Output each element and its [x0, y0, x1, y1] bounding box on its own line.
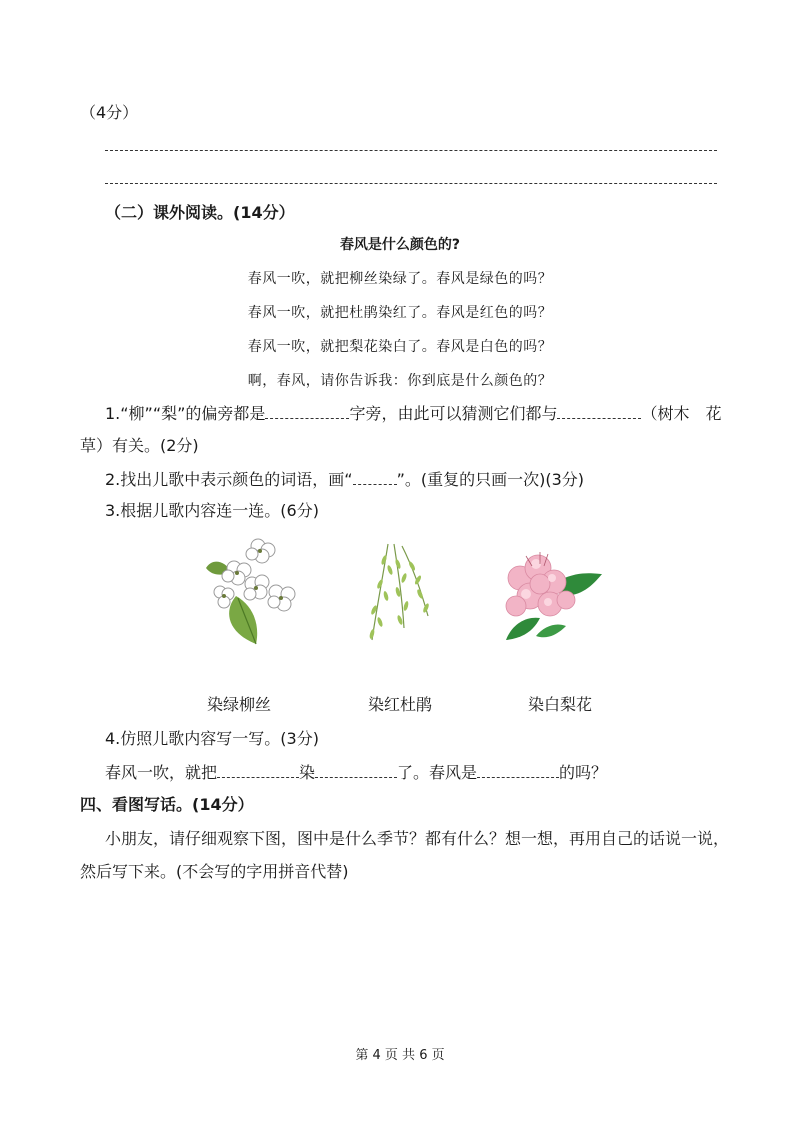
- q4-text-b: 染: [299, 763, 316, 782]
- section-heading-reading: （二）课外阅读。(14分）: [105, 203, 295, 222]
- q4-blank-object[interactable]: [217, 763, 299, 778]
- poem-line-1: 春风一吹，就把柳丝染绿了。春风是绿色的吗？: [247, 271, 553, 287]
- q4-blank-answer[interactable]: [477, 763, 559, 778]
- question-4-sentence: [105, 762, 607, 784]
- poem-line-2: 春风一吹，就把杜鹃染红了。春风是红色的吗？: [247, 305, 553, 321]
- writing-prompt-line-1: 小朋友，请仔细观察下图，图中是什么季节？都有什么？想一想，再用自己的话说一说，: [105, 829, 730, 848]
- question-4: 4.仿照儿歌内容写一写。(3分): [105, 729, 319, 748]
- answer-line-1[interactable]: [105, 150, 717, 151]
- q2-underline-sample: [353, 470, 397, 485]
- poem-line-3: 春风一吹，就把梨花染白了。春风是白色的吗？: [247, 339, 553, 355]
- question-1-cont: 草）有关。(2分): [80, 436, 199, 455]
- q1-text-a: 1.“柳”“梨”的偏旁都是: [105, 404, 266, 423]
- q1-blank-category[interactable]: [557, 404, 641, 419]
- q4-text-d: 的吗？: [559, 763, 608, 782]
- azalea-leaf-2: [506, 618, 540, 640]
- score-label: （4分）: [80, 103, 139, 122]
- q1-blank-radical[interactable]: [265, 404, 349, 419]
- willow-leaves: [369, 555, 430, 640]
- q4-blank-color[interactable]: [315, 763, 397, 778]
- pear-flowers: [214, 539, 295, 611]
- azalea-leaf-3: [536, 624, 566, 637]
- question-3: 3.根据儿歌内容连一连。(6分): [105, 501, 319, 520]
- q4-text-c: 了。春风是: [397, 763, 478, 782]
- pear-blossom-image[interactable]: [198, 534, 302, 646]
- willow-image[interactable]: [358, 540, 440, 644]
- section-heading-writing: 四、看图写话。(14分）: [80, 795, 254, 814]
- azalea-image[interactable]: [496, 544, 604, 644]
- q4-text-a: 春风一吹，就把: [105, 763, 218, 782]
- page-footer: 第 4 页 共 6 页: [355, 1048, 445, 1063]
- q2-text-a: 2.找出儿歌中表示颜色的词语，画“: [105, 470, 353, 489]
- match-option-2[interactable]: 染红杜鹃: [368, 695, 433, 714]
- q1-text-b: 字旁，由此可以猜测它们都与: [349, 404, 558, 423]
- q2-text-b: ”。(重复的只画一次)(3分): [396, 470, 585, 489]
- question-2: [105, 469, 584, 491]
- question-1: [105, 403, 721, 425]
- match-option-3[interactable]: 染白梨花: [528, 695, 593, 714]
- answer-line-2[interactable]: [105, 183, 717, 184]
- poem-title: 春风是什么颜色的?: [339, 237, 461, 253]
- poem-line-4: 啊，春风，请你告诉我：你到底是什么颜色的？: [247, 373, 553, 389]
- writing-prompt-line-2: 然后写下来。(不会写的字用拼音代替): [80, 862, 349, 881]
- q1-text-c: （树木 花: [641, 404, 722, 423]
- match-option-1[interactable]: 染绿柳丝: [207, 695, 272, 714]
